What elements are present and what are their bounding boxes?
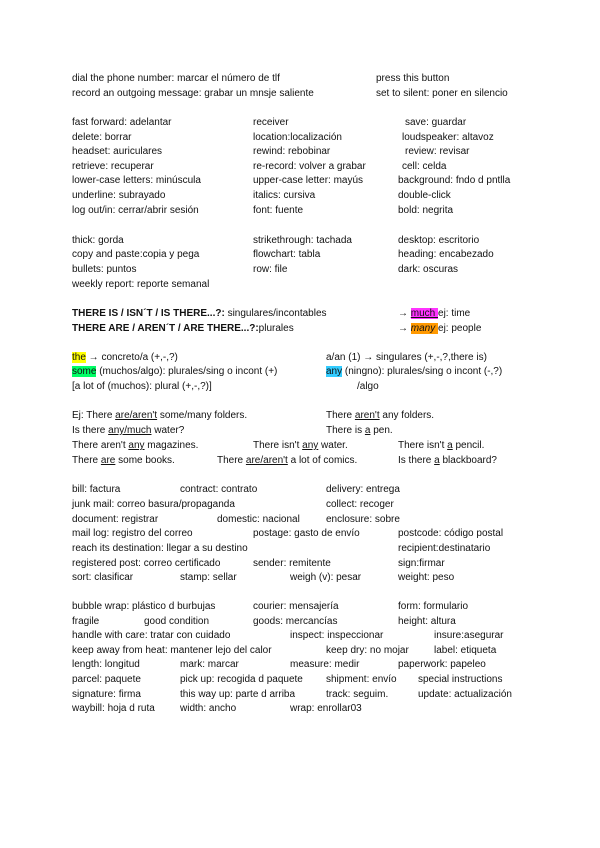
there-are-heading: THERE ARE / AREN´T / ARE THERE...?:: [72, 323, 259, 334]
vocab-item: delivery: entrega: [326, 484, 400, 495]
vocab-item: underline: subrayado: [72, 190, 166, 201]
vocab-item: font: fuente: [253, 205, 304, 216]
there-are-usage: plurales: [258, 323, 294, 334]
example-sentence: [398, 439, 484, 452]
some-usage: (muchos/algo): plurales/sing o incont (+): [96, 366, 278, 377]
the-rule: [72, 351, 178, 364]
arrow-icon: →: [398, 308, 411, 319]
there-is-heading: THERE IS / ISN´T / IS THERE...?:: [72, 308, 225, 319]
vocab-item: courier: mensajería: [253, 601, 339, 612]
vocab-item: stamp: sellar: [180, 572, 237, 583]
vocab-item: retrieve: recuperar: [72, 161, 154, 172]
vocab-item: track: seguim.: [326, 689, 389, 700]
example-text: some/many folders.: [157, 410, 248, 421]
vocab-item: headset: auriculares: [72, 146, 163, 157]
example-sentence: [217, 454, 357, 467]
there-are-ej: ej: people: [438, 323, 482, 334]
vocab-item: weight: peso: [398, 572, 455, 583]
vocab-item: rewind: rebobinar: [253, 146, 331, 157]
some-rule: [72, 365, 277, 378]
the-usage: → concreto/a (+,-,?): [85, 352, 178, 363]
vocab-item: bullets: puntos: [72, 264, 137, 275]
vocab-item: weigh (v): pesar: [290, 572, 362, 583]
vocab-item: review: revisar: [405, 146, 470, 157]
arrow-icon: →: [398, 323, 411, 334]
vocab-item: row: file: [253, 264, 288, 275]
vocab-item: length: longitud: [72, 659, 140, 670]
vocab-item: keep dry: no mojar: [326, 645, 409, 656]
example-text: There: [326, 410, 355, 421]
phone-line-1b: press this button: [376, 73, 450, 84]
vocab-item: recipient:destinatario: [398, 543, 491, 554]
vocab-item: upper-case letter: mayús: [253, 175, 364, 186]
vocab-item: fragile: [72, 616, 100, 627]
vocab-item: good condition: [144, 616, 210, 627]
example-text: pen.: [370, 425, 393, 436]
example-text: There: [217, 455, 246, 466]
vocab-item: mark: marcar: [180, 659, 239, 670]
vocab-item: goods: mercancías: [253, 616, 338, 627]
example-text: Ej: There: [72, 410, 116, 421]
example-sentence: [326, 409, 434, 422]
vocab-item: loudspeaker: altavoz: [402, 132, 494, 143]
example-text: magazines.: [144, 440, 199, 451]
example-underlined: are: [100, 455, 116, 466]
vocab-item: registered post: correo certificado: [72, 558, 221, 569]
vocab-item: reach its destination: llegar a su destino: [72, 543, 248, 554]
example-underlined: any: [128, 440, 145, 451]
example-underlined: are/aren't: [115, 410, 158, 421]
vocab-item: measure: medir: [290, 659, 360, 670]
vocab-item: insure:asegurar: [434, 630, 504, 641]
example-sentence: [72, 454, 175, 467]
vocab-item: delete: borrar: [72, 132, 132, 143]
vocab-item: thick: gorda: [72, 235, 124, 246]
algo-note: /algo: [357, 381, 379, 392]
a-lot-rule: [a lot of (muchos): plural (+,-,?)]: [72, 381, 212, 392]
vocab-item: signature: firma: [72, 689, 141, 700]
any-rule: [326, 365, 502, 378]
vocab-item: save: guardar: [405, 117, 467, 128]
there-is-usage: singulares/incontables: [224, 308, 327, 319]
vocab-item: desktop: escritorio: [398, 235, 480, 246]
vocab-item: sender: remitente: [253, 558, 331, 569]
example-underlined: are/aren't: [245, 455, 288, 466]
example-underlined: a: [434, 455, 440, 466]
vocab-item: wrap: enrollar03: [290, 703, 362, 714]
vocab-item: junk mail: correo basura/propaganda: [72, 499, 235, 510]
example-text: There: [72, 455, 101, 466]
vocab-item: enclosure: sobre: [326, 514, 400, 525]
example-text: any folders.: [379, 410, 435, 421]
phone-line-2b: set to silent: poner en silencio: [376, 88, 508, 99]
example-text: water?: [151, 425, 185, 436]
example-text: a lot of comics.: [287, 455, 358, 466]
vocab-item: flowchart: tabla: [253, 249, 321, 260]
example-text: Is there: [398, 455, 435, 466]
vocab-item: bubble wrap: plástico d burbujas: [72, 601, 216, 612]
vocab-item: width: ancho: [180, 703, 237, 714]
there-are-rule: [72, 322, 294, 335]
vocab-item: paperwork: papeleo: [398, 659, 486, 670]
vocab-item: document: registrar: [72, 514, 159, 525]
example-sentence: [398, 454, 497, 467]
vocab-item: handle with care: tratar con cuidado: [72, 630, 231, 641]
example-underlined: a: [364, 425, 371, 436]
example-sentence: [72, 424, 184, 437]
phone-line-2: record an outgoing message: grabar un mnsje saliente: [72, 88, 314, 99]
vocab-item: lower-case letters: minúscula: [72, 175, 201, 186]
vocab-item: fast forward: adelantar: [72, 117, 172, 128]
vocab-item: italics: cursiva: [253, 190, 316, 201]
example-sentence: [253, 439, 348, 452]
vocab-item: domestic: nacional: [217, 514, 300, 525]
there-are-example: [398, 322, 481, 335]
the-highlight: the: [72, 352, 86, 363]
vocab-item: weekly report: reporte semanal: [72, 279, 210, 290]
example-underlined: any: [302, 440, 319, 451]
example-text: blackboard?: [439, 455, 497, 466]
example-text: There isn't: [398, 440, 448, 451]
many-highlight: many: [410, 323, 439, 334]
vocab-item: strikethrough: tachada: [253, 235, 352, 246]
vocab-item: background: fndo d pntlla: [398, 175, 511, 186]
vocab-item: pick up: recogida d paquete: [180, 674, 303, 685]
vocab-item: double-click: [398, 190, 451, 201]
vocab-item: log out/in: cerrar/abrir sesión: [72, 205, 199, 216]
example-sentence: [72, 409, 247, 422]
example-sentence: [326, 424, 393, 437]
example-underlined: a: [447, 440, 453, 451]
there-is-example: [398, 307, 470, 320]
vocab-item: re-record: volver a grabar: [253, 161, 366, 172]
example-text: Is there: [72, 425, 109, 436]
example-underlined: aren't: [354, 410, 380, 421]
example-sentence: [72, 439, 198, 452]
vocab-item: mail log: registro del correo: [72, 528, 193, 539]
example-text: water.: [318, 440, 348, 451]
vocab-item: heading: encabezado: [398, 249, 494, 260]
vocab-item: update: actualización: [418, 689, 512, 700]
any-usage: (ningno): plurales/sing o incont (-,?): [342, 366, 503, 377]
vocab-item: postcode: código postal: [398, 528, 504, 539]
vocab-item: form: formulario: [398, 601, 469, 612]
vocab-item: waybill: hoja d ruta: [72, 703, 155, 714]
vocab-item: inspect: inspeccionar: [290, 630, 384, 641]
vocab-item: location:localización: [253, 132, 342, 143]
vocab-item: postage: gasto de envío: [253, 528, 360, 539]
there-is-ej: ej: time: [438, 308, 471, 319]
vocab-item: keep away from heat: mantener lejo del calor: [72, 645, 272, 656]
example-text: pencil.: [452, 440, 485, 451]
vocab-item: special instructions: [418, 674, 503, 685]
phone-line-1: dial the phone number: marcar el número de tlf: [72, 73, 280, 84]
vocab-item: shipment: envío: [326, 674, 397, 685]
example-text: There is: [326, 425, 365, 436]
vocab-item: sign:firmar: [398, 558, 445, 569]
example-text: There isn't: [253, 440, 303, 451]
vocab-item: contract: contrato: [180, 484, 258, 495]
a-an-rule: a/an (1) → singulares (+,-,?,there is): [326, 352, 487, 363]
much-highlight: much: [410, 308, 439, 319]
vocab-item: bill: factura: [72, 484, 121, 495]
vocab-item: sort: clasificar: [72, 572, 134, 583]
vocab-item: dark: oscuras: [398, 264, 459, 275]
vocab-item: height: altura: [398, 616, 456, 627]
vocab-item: bold: negrita: [398, 205, 454, 216]
vocab-item: this way up: parte d arriba: [180, 689, 296, 700]
example-underlined: any/much: [108, 425, 152, 436]
vocab-item: collect: recoger: [326, 499, 394, 510]
example-text: There aren't: [72, 440, 129, 451]
vocab-item: parcel: paquete: [72, 674, 141, 685]
any-highlight: any: [326, 366, 343, 377]
vocab-item: label: etiqueta: [434, 645, 497, 656]
example-text: some books.: [115, 455, 175, 466]
there-is-rule: [72, 307, 327, 320]
vocab-item: copy and paste:copia y pega: [72, 249, 200, 260]
vocab-item: receiver: [253, 117, 289, 128]
some-highlight: some: [72, 366, 97, 377]
vocab-item: cell: celda: [402, 161, 447, 172]
